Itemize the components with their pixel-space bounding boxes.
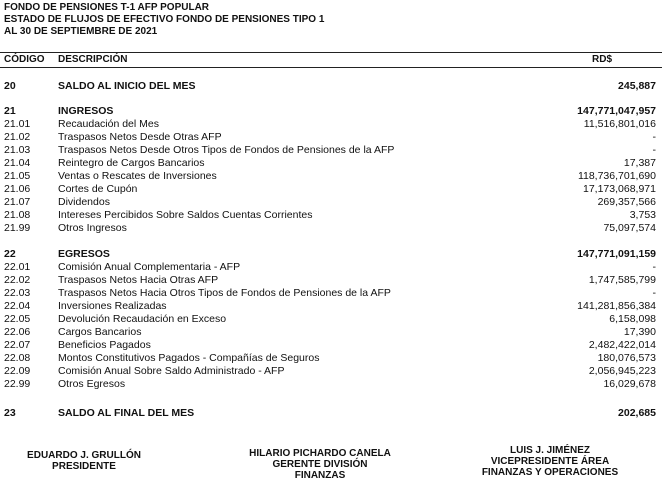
table-row	[0, 144, 662, 157]
row-description: INGRESOS	[58, 105, 114, 117]
table-row	[0, 339, 662, 352]
row-description: SALDO AL FINAL DEL MES	[58, 407, 195, 419]
row-description: Recaudación del Mes	[58, 118, 159, 130]
row-amount: 16,029,678	[603, 378, 656, 390]
row-code: 20	[4, 80, 16, 92]
row-code: 21.06	[4, 183, 31, 195]
row-amount: 147,771,047,957	[577, 105, 656, 117]
row-description: Montos Constitutivos Pagados - Compañías de Seguros	[58, 352, 320, 364]
row-amount: 17,390	[623, 326, 656, 338]
row-description: Beneficios Pagados	[58, 339, 151, 351]
column-header-row	[0, 52, 662, 68]
table-row	[0, 131, 662, 144]
row-amount: -	[652, 287, 656, 299]
table-row	[0, 170, 662, 183]
table-row	[0, 118, 662, 131]
row-amount: 3,753	[629, 209, 656, 221]
row-code: 22	[4, 248, 16, 260]
table-row	[0, 261, 662, 274]
signatory-name: EDUARDO J. GRULLÓN	[27, 450, 141, 461]
signature-president	[14, 450, 154, 472]
row-description: EGRESOS	[58, 248, 110, 260]
row-amount: 1,747,585,799	[588, 274, 656, 286]
table-row	[0, 157, 662, 170]
table-row	[0, 378, 662, 391]
table-row	[0, 326, 662, 339]
row-description: Dividendos	[58, 196, 110, 208]
row-description: SALDO AL INICIO DEL MES	[58, 80, 196, 92]
row-code: 22.07	[4, 339, 31, 351]
row-code: 22.99	[4, 378, 31, 390]
signatory-title: GERENTE DIVISIÓN	[272, 459, 368, 470]
row-amount: 11,516,801,016	[583, 118, 656, 130]
report-date: AL 30 DE SEPTIEMBRE DE 2021	[4, 26, 158, 37]
row-amount: 2,056,945,223	[588, 365, 656, 377]
row-description: Cortes de Cupón	[58, 183, 138, 195]
row-amount: -	[652, 261, 656, 273]
signature-vice-president	[460, 445, 640, 478]
column-code-header: CÓDIGO	[4, 54, 45, 65]
report-header	[4, 2, 324, 38]
row-code: 21.04	[4, 157, 31, 169]
row-description: Otros Ingresos	[58, 222, 127, 234]
row-description: Traspasos Netos Hacia Otros Tipos de Fondos de Pensiones de la AFP	[58, 287, 391, 299]
row-amount: 17,387	[623, 157, 656, 169]
row-amount: 147,771,091,159	[577, 248, 656, 260]
row-code: 21.01	[4, 118, 31, 130]
table-row	[0, 365, 662, 378]
signatory-title: PRESIDENTE	[52, 461, 116, 472]
row-code: 21.05	[4, 170, 31, 182]
table-row	[0, 222, 662, 235]
row-code: 22.09	[4, 365, 31, 377]
row-description: Inversiones Realizadas	[58, 300, 167, 312]
table-row	[0, 196, 662, 209]
signatory-name: HILARIO PICHARDO CANELA	[249, 448, 391, 459]
row-amount: 2,482,422,014	[588, 339, 656, 351]
row-code: 23	[4, 407, 16, 419]
signatory-name: LUIS J. JIMÉNEZ	[509, 445, 590, 456]
row-code: 22.03	[4, 287, 31, 299]
table-row	[0, 287, 662, 300]
row-description: Ventas o Rescates de Inversiones	[58, 170, 217, 182]
table-row	[0, 209, 662, 222]
column-amount-header: RD$	[592, 54, 613, 65]
row-description: Reintegro de Cargos Bancarios	[58, 157, 205, 169]
row-code: 22.08	[4, 352, 31, 364]
closing-balance-row	[0, 407, 662, 420]
signature-finance-manager	[240, 448, 400, 481]
row-amount: -	[652, 144, 656, 156]
row-description: Traspasos Netos Hacia Otras AFP	[58, 274, 219, 286]
income-total-row	[0, 105, 662, 118]
row-amount: 141,281,856,384	[577, 300, 656, 312]
row-code: 22.04	[4, 300, 31, 312]
row-code: 22.01	[4, 261, 31, 273]
row-description: Comisión Anual Sobre Saldo Administrado - AFP	[58, 365, 285, 377]
row-code: 21.02	[4, 131, 31, 143]
row-amount: 75,097,574	[603, 222, 656, 234]
row-description: Comisión Anual Complementaria - AFP	[58, 261, 241, 273]
row-description: Traspasos Netos Desde Otras AFP	[58, 131, 222, 143]
row-amount: -	[652, 131, 656, 143]
table-row	[0, 274, 662, 287]
row-code: 22.05	[4, 313, 31, 325]
signatory-title: VICEPRESIDENTE ÁREA	[490, 456, 610, 467]
row-description: Devolución Recaudación en Exceso	[58, 313, 227, 325]
report-title-statement: ESTADO DE FLUJOS DE EFECTIVO FONDO DE PENSIONES TIPO 1	[4, 14, 325, 25]
row-amount: 245,887	[618, 80, 656, 92]
table-row	[0, 313, 662, 326]
row-code: 21.07	[4, 196, 31, 208]
row-code: 21	[4, 105, 16, 117]
row-description: Otros Egresos	[58, 378, 126, 390]
expense-total-row	[0, 248, 662, 261]
row-amount: 17,173,068,971	[583, 183, 656, 195]
row-amount: 269,357,566	[597, 196, 656, 208]
signatory-title-line2: FINANZAS Y OPERACIONES	[481, 467, 619, 478]
column-description-header: DESCRIPCIÓN	[58, 54, 128, 65]
table-row	[0, 352, 662, 365]
table-row	[0, 300, 662, 313]
row-code: 22.02	[4, 274, 31, 286]
row-code: 21.99	[4, 222, 31, 234]
table-row	[0, 183, 662, 196]
row-description: Intereses Percibidos Sobre Saldos Cuentas Corrientes	[58, 209, 313, 221]
row-code: 22.06	[4, 326, 31, 338]
opening-balance-row	[0, 80, 662, 93]
row-code: 21.03	[4, 144, 31, 156]
row-code: 21.08	[4, 209, 31, 221]
row-description: Cargos Bancarios	[58, 326, 142, 338]
row-amount: 180,076,573	[597, 352, 656, 364]
signatory-title-line2: FINANZAS	[294, 470, 346, 481]
row-amount: 6,158,098	[609, 313, 656, 325]
row-description: Traspasos Netos Desde Otros Tipos de Fondos de Pensiones de la AFP	[58, 144, 395, 156]
row-amount: 118,736,701,690	[577, 170, 656, 182]
report-title-fund: FONDO DE PENSIONES T-1 AFP POPULAR	[4, 2, 210, 13]
row-amount: 202,685	[618, 407, 656, 419]
